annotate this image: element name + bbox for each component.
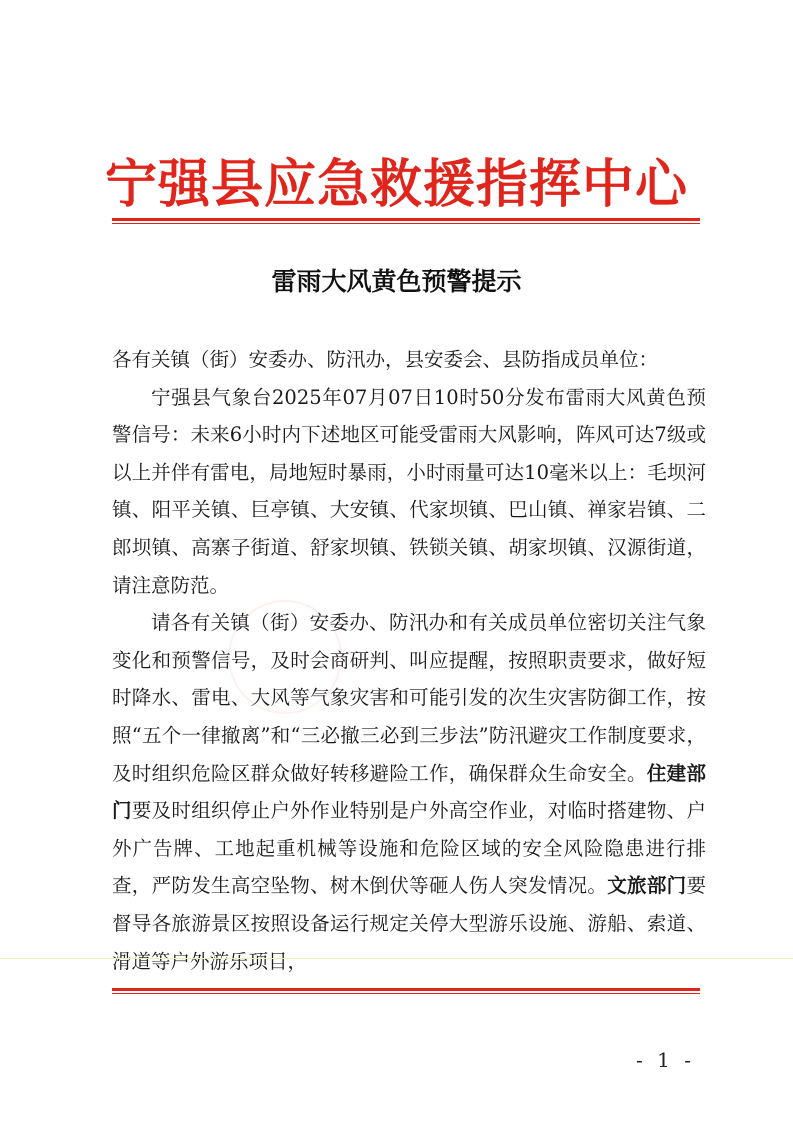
scan-artifact-line — [0, 958, 793, 959]
header-rule — [112, 218, 700, 224]
page-number: - 1 - — [636, 1048, 695, 1072]
dept-housing: 住建部门 — [112, 761, 706, 823]
instructions-part3: 要督导各旅游景区按照设备运行规定关停大型游乐设施、游船、索道、滑道等户外游乐项目， — [112, 874, 706, 973]
paragraph-warning: 宁强县气象台2025年07月07日10时50分发布雷雨大风黄色预警信号：未来6小时内下述地区可能受雷雨大风影响，阵风可达7级或以上并伴有雷电，局地短时暴雨，小时雨量可达10毫米以上：毛坝河镇、阳平关镇、巨亭镇、大安镇、代家坝镇、巴山镇、禅家岩镇、二郎坝镇、高寨子街道、舒家坝镇、铁锁关镇、胡家坝镇、汉源街道，请注意防范。 — [112, 385, 706, 597]
dept-culture-tourism: 文旅部门 — [607, 874, 687, 898]
salutation: 各有关镇（街）安委办、防汛办，县安委会、县防指成员单位： — [112, 348, 659, 371]
org-header: 宁强县应急救援指挥中心 — [104, 154, 688, 215]
instructions-part2: 要及时组织停止户外作业特别是户外高空作业，对临时搭建物、户外广告牌、工地起重机械等设施和危险区域的安全风险隐患进行排查，严防发生高空坠物、树木倒伏等砸人伤人突发情况。 — [112, 799, 706, 898]
footer-rule — [112, 988, 700, 994]
instructions-part1: 请各有关镇（街）安委办、防汛办和有关成员单位密切关注气象变化和预警信号，及时会商研判、叫应提醒，按照职责要求，做好短时降水、雷电、大风等气象灾害和可能引发的次生灾害防御工作，按照“五个一律撤离”和“三必撤三必到三步法”防汛避灾工作制度要求，及时组织危险区群众做好转移避险工作，确保群众生命安全。 — [112, 611, 706, 785]
document-body — [112, 341, 706, 980]
paragraph-instructions — [112, 604, 706, 980]
document-title: 雷雨大风黄色预警提示 — [271, 267, 522, 296]
